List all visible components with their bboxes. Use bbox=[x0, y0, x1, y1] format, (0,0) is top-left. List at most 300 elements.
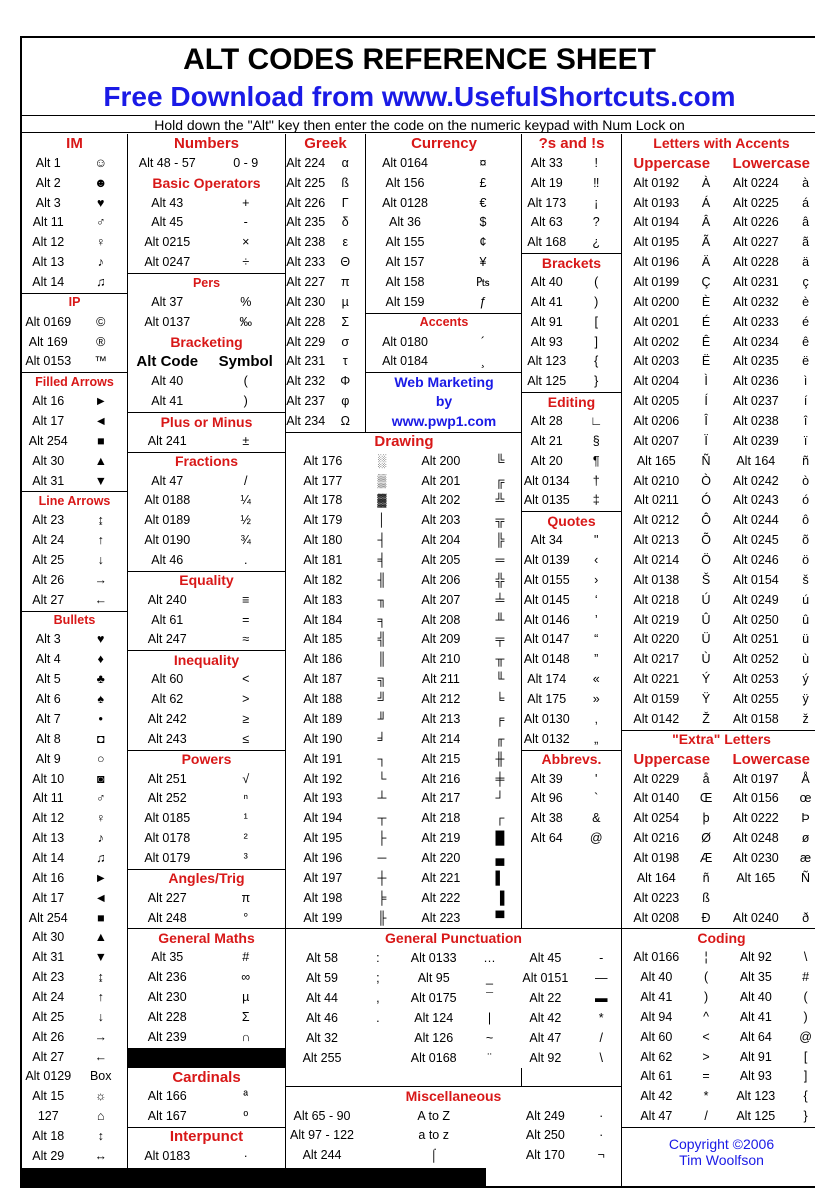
alt-code: Alt 41 bbox=[530, 294, 563, 309]
code-row bbox=[128, 829, 285, 849]
alt-code: Alt 96 bbox=[530, 791, 563, 806]
alt-code: Alt 38 bbox=[530, 811, 563, 826]
symbol: ♀ bbox=[96, 811, 106, 826]
symbol: ╨ bbox=[495, 612, 505, 627]
alt-code: Alt 0201 bbox=[633, 314, 680, 329]
alt-code: Alt 233 bbox=[286, 255, 326, 270]
alt-code: ⌠ bbox=[429, 1148, 438, 1163]
symbol: Ä bbox=[701, 255, 711, 270]
alt-code: Alt 31 bbox=[32, 473, 65, 488]
table-header-row bbox=[128, 352, 285, 372]
alt-code: Alt 17 bbox=[32, 890, 65, 905]
alt-code: Alt 43 bbox=[151, 195, 184, 210]
alt-code: Alt 0216 bbox=[633, 831, 680, 846]
symbol: ♪ bbox=[97, 255, 104, 270]
code-row bbox=[286, 333, 365, 353]
symbol: φ bbox=[341, 394, 350, 409]
code-row bbox=[22, 630, 127, 650]
alt-code: Alt 0166 bbox=[633, 950, 680, 965]
code-row bbox=[22, 352, 127, 372]
alt-code: Alt 7 bbox=[35, 711, 61, 726]
code-row bbox=[22, 511, 127, 531]
code-row bbox=[622, 372, 815, 392]
code-row bbox=[22, 233, 127, 253]
code-row bbox=[622, 412, 815, 432]
code-row bbox=[286, 630, 522, 650]
section-header: Bullets bbox=[22, 611, 127, 631]
code-row bbox=[522, 372, 621, 392]
symbol: ⁿ bbox=[243, 791, 249, 806]
code-row bbox=[622, 452, 815, 472]
code-row bbox=[366, 194, 522, 214]
symbol: { bbox=[594, 354, 599, 369]
code-row bbox=[366, 233, 522, 253]
alt-code: Alt 0208 bbox=[633, 910, 680, 925]
alt-code: Alt 0213 bbox=[633, 533, 680, 548]
symbol: ♠ bbox=[97, 692, 105, 707]
symbol: Θ bbox=[340, 255, 351, 270]
symbol: Ÿ bbox=[701, 692, 711, 707]
symbol: ╣ bbox=[377, 632, 387, 647]
alt-code: Alt 0168 bbox=[410, 1050, 457, 1065]
symbol: Ó bbox=[701, 493, 711, 508]
symbol: ³ bbox=[243, 850, 248, 865]
alt-code: Alt 165 bbox=[736, 870, 776, 885]
code-row bbox=[128, 1008, 285, 1028]
symbol: ▼ bbox=[94, 473, 107, 488]
alt-code: Alt 62 bbox=[151, 692, 184, 707]
alt-code: Alt 22 bbox=[529, 990, 562, 1005]
alt-code: Alt 192 bbox=[303, 771, 343, 786]
alt-code: Alt 40 bbox=[739, 989, 772, 1004]
alt-code: Alt 0142 bbox=[633, 711, 680, 726]
alt-code: Alt 27 bbox=[32, 592, 65, 607]
alt-code: Alt 0159 bbox=[633, 692, 680, 707]
code-row bbox=[622, 611, 815, 631]
symbol: % bbox=[240, 294, 252, 309]
alt-code: Alt 186 bbox=[303, 652, 343, 667]
alt-code: Alt 247 bbox=[147, 632, 187, 647]
section-header: Filled Arrows bbox=[22, 372, 127, 392]
code-row bbox=[22, 253, 127, 273]
symbol: π bbox=[340, 275, 350, 290]
code-row bbox=[286, 650, 522, 670]
symbol: $ bbox=[479, 215, 487, 230]
symbol: ( bbox=[803, 989, 808, 1004]
code-row bbox=[622, 194, 815, 214]
alt-code: Alt 0202 bbox=[633, 334, 680, 349]
alt-code: Alt 220 bbox=[421, 850, 461, 865]
symbol: ¿ bbox=[592, 235, 601, 250]
alt-code: Alt 0147 bbox=[523, 632, 570, 647]
symbol: Ö bbox=[701, 553, 711, 568]
symbol: ' bbox=[595, 771, 598, 786]
code-row bbox=[522, 591, 621, 611]
symbol: å bbox=[702, 771, 710, 786]
alt-code: Alt 40 bbox=[640, 970, 673, 985]
alt-code: Alt 123 bbox=[736, 1089, 776, 1104]
alt-code: Alt 225 bbox=[286, 175, 326, 190]
symbol: á bbox=[802, 195, 810, 210]
symbol: À bbox=[701, 175, 711, 190]
code-row bbox=[286, 531, 522, 551]
alt-code: Alt 13 bbox=[32, 831, 65, 846]
alt-code: Alt 9 bbox=[35, 751, 61, 766]
column-header: Lowercase bbox=[732, 750, 811, 768]
alt-code: 127 bbox=[37, 1109, 59, 1124]
alt-code: Alt 34 bbox=[530, 533, 563, 548]
subsection-header bbox=[128, 174, 285, 194]
alt-code: Alt 39 bbox=[530, 771, 563, 786]
alt-code: Alt 191 bbox=[303, 751, 343, 766]
symbol: ¯ bbox=[486, 990, 493, 1005]
code-row bbox=[366, 154, 522, 174]
alt-code: Alt 0193 bbox=[633, 195, 680, 210]
alt-code: Alt 0146 bbox=[523, 612, 570, 627]
alt-code: Alt 0188 bbox=[144, 493, 191, 508]
symbol: ╠ bbox=[495, 533, 505, 548]
code-row bbox=[286, 352, 365, 372]
alt-code: Alt 204 bbox=[421, 533, 461, 548]
code-row bbox=[522, 233, 621, 253]
symbol: ‚ bbox=[594, 711, 598, 726]
code-row bbox=[522, 352, 621, 372]
symbol: ‼ bbox=[593, 175, 600, 190]
alt-code: Alt 240 bbox=[147, 592, 187, 607]
alt-code: Alt 249 bbox=[525, 1108, 565, 1123]
code-row bbox=[622, 1107, 815, 1127]
code-row bbox=[128, 988, 285, 1008]
column-6 bbox=[622, 134, 815, 1186]
code-row bbox=[128, 491, 285, 511]
symbol: ` bbox=[594, 791, 599, 806]
symbol: Ç bbox=[701, 275, 711, 290]
alt-code: Alt 24 bbox=[32, 533, 65, 548]
symbol: Ø bbox=[701, 831, 711, 846]
code-row bbox=[522, 333, 621, 353]
code-row bbox=[22, 909, 127, 929]
code-row bbox=[128, 849, 285, 869]
code-row bbox=[128, 1028, 285, 1048]
alt-code: Alt 0238 bbox=[732, 414, 779, 429]
alt-code: Alt 200 bbox=[421, 453, 461, 468]
alt-code: Alt 0128 bbox=[382, 195, 428, 210]
symbol: ▓ bbox=[377, 493, 387, 508]
alt-code: Alt 3 bbox=[35, 632, 61, 647]
alt-code: Alt 0164 bbox=[382, 155, 428, 170]
symbol: ╓ bbox=[495, 731, 505, 746]
alt-code: Alt 228 bbox=[147, 1009, 187, 1024]
subsection-label: Angles/Trig bbox=[168, 870, 245, 887]
symbol: Ê bbox=[701, 334, 711, 349]
symbol: ö bbox=[802, 553, 810, 568]
code-row bbox=[128, 1087, 285, 1107]
symbol: ↓ bbox=[97, 553, 104, 568]
code-row bbox=[522, 194, 621, 214]
symbol: ‡ bbox=[592, 493, 600, 508]
symbol: = bbox=[702, 1069, 710, 1084]
section-header: Interpunct bbox=[128, 1127, 285, 1147]
alt-code: Alt 229 bbox=[286, 334, 326, 349]
alt-code: Alt 0129 bbox=[25, 1069, 72, 1084]
symbol: → bbox=[94, 1029, 107, 1044]
symbol: < bbox=[702, 1029, 710, 1044]
alt-code: Alt 239 bbox=[147, 1029, 187, 1044]
symbol: ♫ bbox=[96, 850, 106, 865]
symbol: ► bbox=[94, 870, 107, 885]
alt-code: Alt 26 bbox=[32, 572, 65, 587]
alt-code: Alt 40 bbox=[530, 275, 563, 290]
subsection-header: "Extra" Letters bbox=[622, 730, 815, 750]
symbol: Ð bbox=[701, 910, 711, 925]
symbol: è bbox=[802, 294, 810, 309]
symbol: ž bbox=[802, 711, 809, 726]
symbol: Σ bbox=[341, 314, 350, 329]
alt-code: Alt 5 bbox=[35, 672, 61, 687]
symbol: ² bbox=[243, 831, 248, 846]
code-row bbox=[286, 452, 522, 472]
alt-code: Alt 206 bbox=[421, 572, 461, 587]
alt-code: Alt 124 bbox=[414, 1010, 454, 1025]
symbol: ª bbox=[243, 1089, 249, 1104]
symbol: / bbox=[704, 1109, 708, 1124]
alt-code: Alt 0255 bbox=[732, 692, 779, 707]
alt-code: Alt 29 bbox=[32, 1148, 65, 1163]
alt-code: Alt 178 bbox=[303, 493, 343, 508]
symbol: } bbox=[594, 374, 599, 389]
alt-code: Alt 169 bbox=[28, 334, 68, 349]
code-row bbox=[286, 293, 365, 313]
code-row bbox=[128, 313, 285, 333]
symbol: ↕ bbox=[97, 1128, 104, 1143]
symbol: Ò bbox=[701, 473, 711, 488]
symbol: - bbox=[243, 215, 248, 230]
code-row bbox=[366, 293, 522, 313]
alt-code: Alt 0175 bbox=[410, 990, 457, 1005]
code-row bbox=[622, 869, 815, 889]
symbol: " bbox=[594, 533, 599, 548]
alt-code: Alt 35 bbox=[739, 970, 772, 985]
code-row bbox=[286, 949, 621, 969]
alt-code: Alt 60 bbox=[640, 1029, 673, 1044]
code-row bbox=[286, 392, 365, 412]
download-link[interactable]: Free Download from www.UsefulShortcuts.com bbox=[103, 81, 736, 112]
symbol: ï bbox=[803, 433, 808, 448]
code-row bbox=[286, 511, 522, 531]
subsection-label: Powers bbox=[181, 751, 232, 768]
symbol: - bbox=[599, 951, 604, 966]
code-row bbox=[22, 1087, 127, 1107]
code-row bbox=[622, 1048, 815, 1068]
code-row bbox=[286, 372, 365, 392]
symbol: ß bbox=[341, 175, 350, 190]
alt-code: Alt 125 bbox=[736, 1109, 776, 1124]
code-row bbox=[22, 849, 127, 869]
symbol: ╩ bbox=[495, 493, 505, 508]
symbol: ┘ bbox=[495, 791, 505, 806]
code-row bbox=[286, 154, 365, 174]
alt-code: Alt 23 bbox=[32, 513, 65, 528]
symbol: ♦ bbox=[97, 652, 104, 667]
symbol: ⌂ bbox=[96, 1109, 105, 1124]
code-row bbox=[22, 928, 127, 948]
alt-code: Alt 2 bbox=[35, 175, 61, 190]
alt-code: Alt 0230 bbox=[732, 850, 779, 865]
subsection-label: General Maths bbox=[158, 929, 255, 946]
alt-code: Alt 95 bbox=[417, 971, 450, 986]
symbol: ] bbox=[594, 334, 598, 349]
alt-code: Alt 16 bbox=[32, 394, 65, 409]
code-row bbox=[286, 889, 522, 909]
code-row bbox=[128, 630, 285, 650]
alt-code: Alt 91 bbox=[739, 1049, 772, 1064]
alt-code: Alt 97 - 122 bbox=[290, 1128, 354, 1143]
code-row bbox=[22, 1028, 127, 1048]
subsection-label: Basic Operators bbox=[152, 174, 261, 191]
alt-code: Alt 183 bbox=[303, 592, 343, 607]
code-row bbox=[128, 789, 285, 809]
symbol: ◄ bbox=[94, 414, 107, 429]
section-header: Numbers bbox=[173, 135, 240, 152]
symbol: Box bbox=[89, 1069, 112, 1084]
code-row bbox=[622, 531, 815, 551]
alt-code: Alt 4 bbox=[35, 652, 61, 667]
code-row bbox=[286, 909, 522, 929]
symbol: ╙ bbox=[495, 672, 505, 687]
alt-code: Alt 236 bbox=[147, 970, 187, 985]
alt-code: Alt 0192 bbox=[633, 175, 680, 190]
symbol: ? bbox=[592, 215, 600, 230]
alt-code: Alt 0151 bbox=[522, 971, 569, 986]
alt-code: Alt 0132 bbox=[523, 731, 570, 746]
symbol: ╗ bbox=[377, 672, 387, 687]
code-row bbox=[522, 611, 621, 631]
symbol: í bbox=[803, 394, 808, 409]
symbol: ♣ bbox=[96, 672, 105, 687]
code-row bbox=[522, 829, 621, 849]
alt-code: Alt 174 bbox=[527, 672, 567, 687]
symbol: Ñ bbox=[701, 453, 711, 468]
symbol: º bbox=[243, 1109, 249, 1124]
symbol: α bbox=[341, 155, 349, 170]
code-row bbox=[522, 174, 621, 194]
code-row bbox=[366, 253, 522, 273]
code-row bbox=[22, 571, 127, 591]
code-row bbox=[22, 531, 127, 551]
section-header: Letters with Accents bbox=[653, 135, 790, 151]
symbol: ¸ bbox=[480, 354, 486, 369]
alt-code: Alt 12 bbox=[32, 235, 65, 250]
alt-code: Alt 197 bbox=[303, 870, 343, 885]
symbol: ì bbox=[803, 374, 808, 389]
subsection-label: Equality bbox=[179, 572, 234, 589]
alt-code: Alt 33 bbox=[530, 155, 563, 170]
symbol: ò bbox=[802, 473, 810, 488]
symbol: ╫ bbox=[495, 751, 505, 766]
alt-code: Alt 0133 bbox=[410, 951, 457, 966]
symbol: ~ bbox=[485, 1030, 494, 1045]
code-row bbox=[22, 273, 127, 293]
alt-code: Alt 41 bbox=[739, 1009, 772, 1024]
symbol: ┌ bbox=[495, 811, 505, 826]
code-row bbox=[22, 1147, 127, 1167]
alt-code: Alt 47 bbox=[640, 1109, 673, 1124]
code-row bbox=[622, 551, 815, 571]
symbol: Ý bbox=[701, 672, 711, 687]
symbol: · bbox=[599, 1108, 604, 1123]
code-row bbox=[128, 551, 285, 571]
section-header: Miscellaneous bbox=[405, 1087, 502, 1104]
code-row bbox=[286, 1126, 621, 1146]
alt-code: Alt 0228 bbox=[732, 255, 779, 270]
symbol: _ bbox=[486, 971, 493, 986]
alt-code: Alt 0215 bbox=[144, 235, 191, 250]
symbol: / bbox=[599, 1030, 603, 1045]
alt-code: Alt 0203 bbox=[633, 354, 680, 369]
symbol: ↨ bbox=[97, 970, 104, 985]
symbol: ║ bbox=[377, 652, 387, 667]
symbol: Œ bbox=[699, 791, 713, 806]
symbol: Ì bbox=[704, 374, 708, 389]
symbol: ╘ bbox=[495, 692, 505, 707]
section-header: IP bbox=[22, 293, 127, 313]
code-row bbox=[622, 948, 815, 968]
alt-code: Alt 0199 bbox=[633, 275, 680, 290]
symbol: ─ bbox=[377, 850, 387, 865]
code-row bbox=[522, 154, 621, 174]
symbol: § bbox=[592, 433, 600, 448]
alt-code: Alt 218 bbox=[421, 811, 461, 826]
code-row bbox=[522, 650, 621, 670]
code-row bbox=[286, 611, 522, 631]
alt-code: Alt 207 bbox=[421, 592, 461, 607]
subsection-header bbox=[128, 650, 285, 670]
code-row bbox=[22, 809, 127, 829]
alt-code: Alt 0223 bbox=[633, 890, 680, 905]
code-row bbox=[286, 571, 522, 591]
alt-code: Alt 0252 bbox=[732, 652, 779, 667]
column-2 bbox=[128, 134, 286, 1186]
alt-code: Alt 0194 bbox=[633, 215, 680, 230]
code-row bbox=[128, 909, 285, 929]
symbol: ╛ bbox=[377, 731, 387, 746]
code-row bbox=[128, 194, 285, 214]
symbol: ñ bbox=[702, 870, 710, 885]
alt-code: Alt 230 bbox=[286, 294, 326, 309]
alt-code: Alt 44 bbox=[306, 990, 338, 1005]
alt-code: Alt 46 bbox=[306, 1010, 338, 1025]
symbol: ‘ bbox=[594, 592, 598, 607]
section-header: ?s and !s bbox=[538, 135, 605, 152]
code-row bbox=[22, 948, 127, 968]
currency-column bbox=[366, 134, 522, 432]
subsection-header bbox=[128, 928, 285, 948]
symbol: ã bbox=[802, 235, 810, 250]
alt-code: Alt 242 bbox=[147, 711, 187, 726]
symbol: õ bbox=[802, 533, 810, 548]
symbol: î bbox=[803, 414, 808, 429]
instructions: Hold down the "Alt" key then enter the code on the numeric keypad with Num Lock on bbox=[22, 115, 815, 133]
alt-code: Alt 46 bbox=[151, 553, 184, 568]
symbol: █ bbox=[495, 831, 505, 846]
code-row bbox=[286, 1146, 621, 1166]
alt-code: Alt 35 bbox=[151, 950, 184, 965]
code-row bbox=[286, 551, 522, 571]
code-row bbox=[522, 630, 621, 650]
code-row bbox=[522, 809, 621, 829]
symbol: . bbox=[244, 553, 248, 568]
alt-code: Alt 228 bbox=[286, 314, 326, 329]
